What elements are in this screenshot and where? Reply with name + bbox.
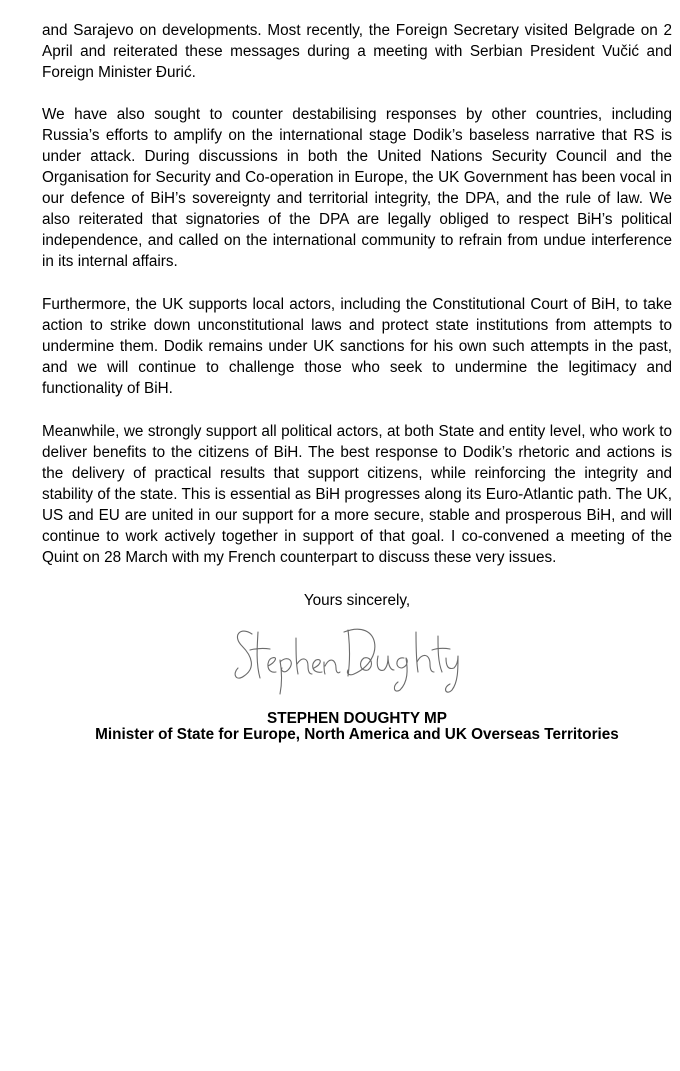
paragraph-3: Furthermore, the UK supports local actors, including the Constitutional Court of BiH, to take action to strike down unconstitutional laws and protect state institutions from attempts to undermine them. Dodik remains under UK sanctions for his own such attempts in the past, and we will continue to challenge those who seek to undermine the legitimacy and functionality of BiH. [42, 296, 672, 397]
signer-name: STEPHEN DOUGHTY MP [267, 710, 447, 727]
signer-title: Minister of State for Europe, North America and UK Overseas Territories [95, 726, 619, 743]
paragraph-1: and Sarajevo on developments. Most recently, the Foreign Secretary visited Belgrade on 2 April and reiterated these messages during a meeting with Serbian President Vučić and Foreign Minister Đurić. [42, 22, 672, 81]
paragraph-2: We have also sought to counter destabilising responses by other countries, including Russia’s efforts to amplify on the international stage Dodik’s baseless narrative that RS is under attack. During discussions in both the United Nations Security Council and the Organisation for Security and Co-operation in Europe, the UK Government has been vocal in our defence of BiH’s sovereignty and territorial integrity, the DPA, and the rule of law. We also reiterated that signatories of the DPA are legally obliged to respect BiH’s political independence, and called on the international community to refrain from undue interference in its internal affairs. [42, 106, 672, 270]
closing-salutation: Yours sincerely, [303, 592, 411, 609]
paragraph-4: Meanwhile, we strongly support all political actors, at both State and entity level, who work to deliver benefits to the citizens of BiH. The best response to Dodik’s rhetoric and actions is the delivery of practical results that support citizens, while reinforcing the integrity and stability of the state. This is essential as BiH progresses along its Euro-Atlantic path. The UK, US and EU are united in our support for a more secure, stable and prosperous BiH, and will continue to work actively together in support of that goal. I co-convened a meeting of the Quint on 28 March with my French counterpart to discuss these very issues. [42, 423, 672, 566]
handwritten-signature [230, 612, 470, 696]
